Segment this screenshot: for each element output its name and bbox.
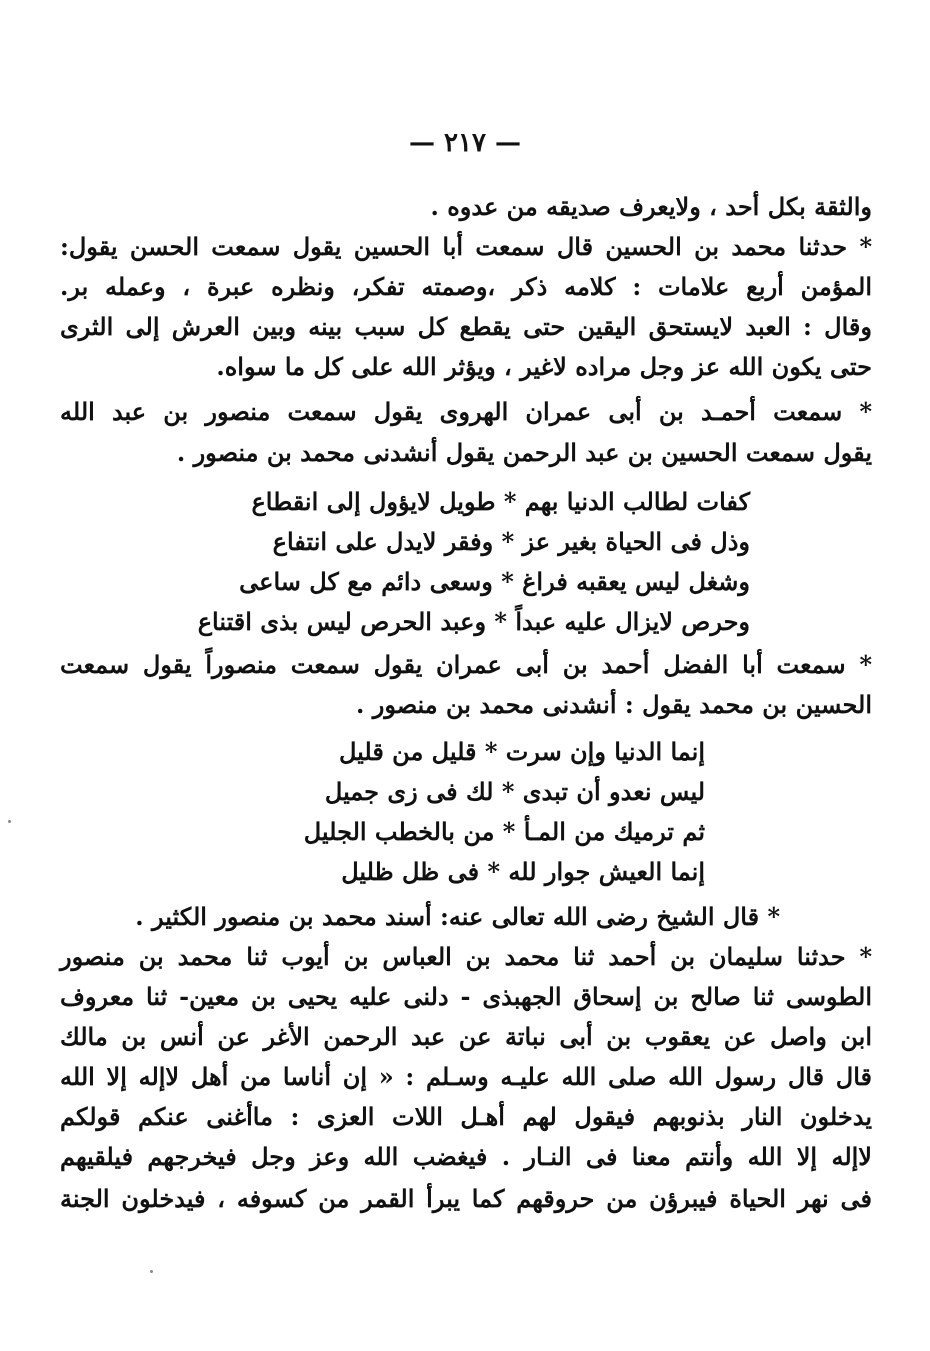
text-line: * قال الشيخ رضى الله تعالى عنه: أسند محمد بن منصور الكثير . [135, 902, 780, 931]
print-speck [150, 1270, 153, 1273]
text-line: والثقة بكل أحد ، ولايعرف صديقه من عدوه . [430, 192, 872, 221]
text-line: لاإله إلا الله وأنتم معنا فى النـار . فيغضب الله وعز وجل فيخرجهم فيلقيهم [60, 1142, 872, 1171]
verse-line: إنما العيش جوار لله * فى ظل ظليل [341, 857, 705, 886]
text-line: * حدثنا سليمان بن أحمد ثنا محمد بن العباس بن أيوب ثنا محمد بن منصور [60, 942, 872, 971]
verse-line: وحرص لايزال عليه عبداً * وعبد الحرص ليس بذى اقتناع [197, 607, 750, 636]
text-line: * سمعت أحمـد بن أبى عمران الهروى يقول سمعت منصور بن عبد الله [60, 397, 872, 426]
text-line: يدخلون النار بذنوبهم فيقول لهم أهـل اللات العزى : ماأغنى عنكم قولكم [60, 1102, 872, 1131]
text-line: * حدثنا محمد بن الحسين قال سمعت أبا الحسين يقول سمعت الحسن يقول: [60, 232, 872, 261]
text-line: فى نهر الحياة فيبرؤن من حروقهم كما يبرأ القمر من كسوفه ، فيدخلون الجنة [60, 1184, 872, 1213]
text-line: المؤمن أربع علامات : كلامه ذكر ،وصمته تفكر، ونظره عبرة ، وعمله بر. [60, 272, 872, 301]
text-line: وقال : العبد لايستحق اليقين حتى يقطع كل سبب بينه وبين العرش إلى الثرى [60, 312, 872, 341]
verse-line: إنما الدنيا وإن سرت * قليل من قليل [338, 737, 705, 766]
verse-line: كفات لطالب الدنيا بهم * طويل لايؤول إلى انقطاع [251, 487, 750, 516]
verse-line: وذل فى الحياة بغير عز * وفقر لايدل على انتفاع [272, 527, 750, 556]
verse-line: ليس نعدو أن تبدى * لك فى زى جميل [324, 777, 705, 806]
verse-line: وشغل ليس يعقبه فراغ * وسعى دائم مع كل ساعى [239, 567, 750, 596]
page-number: — ٢١٧ — [408, 128, 522, 158]
verse-line: ثم ترميك من المـأ * من بالخطب الجليل [303, 817, 705, 846]
text-line: حتى يكون الله عز وجل مراده لاغير ، ويؤثر الله على كل ما سواه. [216, 352, 872, 381]
text-line: * سمعت أبا الفضل أحمد بن أبى عمران يقول سمعت منصوراً يقول سمعت [60, 650, 872, 679]
text-line: الحسين بن محمد يقول : أنشدنى محمد بن منصور . [356, 690, 872, 719]
text-line: ابن واصل عن يعقوب بن أبى نباتة عن عبد الرحمن الأغر عن أنس بن مالك [60, 1022, 872, 1051]
text-line: قال قال رسول الله صلى الله عليـه وسـلم : « إن أناسا من أهل لاإله إلا الله [60, 1062, 872, 1091]
print-speck [8, 820, 11, 823]
text-line: الطوسى ثنا صالح بن إسحاق الجهبذى - دلنى عليه يحيى بن معين- ثنا معروف [60, 982, 873, 1011]
text-line: يقول سمعت الحسين بن عبد الرحمن يقول أنشدنى محمد بن منصور . [176, 438, 872, 467]
